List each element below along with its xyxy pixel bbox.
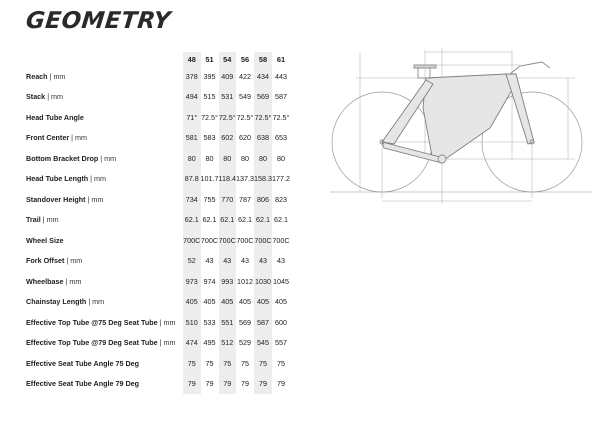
table-cell: 1045 <box>273 276 289 286</box>
table-cell: 75 <box>219 353 237 374</box>
fork <box>506 74 534 144</box>
table-cell: 405 <box>219 292 237 313</box>
table-row <box>26 230 290 251</box>
row-name: Effective Seat Tube Angle 79 Deg <box>26 379 140 389</box>
table-cell: 75 <box>183 353 201 374</box>
table-cell: 993 <box>219 271 237 292</box>
table-cell: 700C <box>219 230 237 251</box>
table-row <box>26 353 290 374</box>
row-name: Stack <box>26 92 46 102</box>
table-cell: 43 <box>205 256 214 266</box>
table-cell: 533 <box>203 317 216 327</box>
table-cell: 80 <box>205 153 214 163</box>
row-label <box>26 312 183 333</box>
row-name: Effective Top Tube @79 Deg Seat Tube <box>26 338 158 348</box>
size-header: 56 <box>240 54 250 64</box>
table-cell: 700C <box>200 235 219 245</box>
table-cell: 700C <box>236 235 254 245</box>
table-row <box>26 312 290 333</box>
row-label <box>26 210 183 231</box>
table-cell: 755 <box>203 194 216 204</box>
table-cell: 734 <box>183 189 201 210</box>
table-cell: 177.2 <box>272 174 290 184</box>
row-unit: | mm <box>66 256 83 266</box>
row-unit: | mm <box>87 194 104 204</box>
table-cell: 62.1 <box>274 215 288 225</box>
table-cell: 378 <box>183 66 201 87</box>
table-cell: 118.4 <box>219 169 237 190</box>
row-unit: | mm <box>159 338 176 348</box>
table-row <box>26 374 290 395</box>
table-cell: 823 <box>275 194 287 204</box>
size-header-row <box>26 52 290 66</box>
table-cell: 529 <box>239 338 251 348</box>
table-cell: 75 <box>277 358 285 368</box>
table-row <box>26 271 290 292</box>
geometry-table <box>26 52 290 394</box>
table-row <box>26 66 290 87</box>
bottom-bracket <box>438 155 446 163</box>
size-header: 51 <box>205 54 214 64</box>
table-cell: 405 <box>275 297 287 307</box>
table-cell: 405 <box>239 297 251 307</box>
table-cell: 43 <box>277 256 285 266</box>
table-cell: 405 <box>254 292 272 313</box>
table-cell: 79 <box>219 374 237 395</box>
row-label <box>26 353 183 374</box>
row-label <box>26 128 183 149</box>
table-cell: 587 <box>275 92 287 102</box>
table-cell: 551 <box>219 312 237 333</box>
table-cell: 569 <box>254 87 272 108</box>
table-cell: 515 <box>203 92 216 102</box>
table-row <box>26 148 290 169</box>
row-label <box>26 169 183 190</box>
table-cell: 495 <box>203 338 216 348</box>
table-cell: 80 <box>241 153 249 163</box>
table-row <box>26 189 290 210</box>
table-cell: 434 <box>254 66 272 87</box>
row-name: Bottom Bracket Drop <box>26 153 99 163</box>
table-cell: 443 <box>275 71 287 81</box>
table-cell: 474 <box>183 333 201 354</box>
row-label <box>26 230 183 251</box>
row-name: Chainstay Length <box>26 297 87 307</box>
table-cell: 494 <box>183 87 201 108</box>
table-cell: 158.3 <box>254 169 272 190</box>
table-cell: 80 <box>219 148 237 169</box>
table-cell: 557 <box>275 338 287 348</box>
table-row <box>26 107 290 128</box>
table-cell: 1012 <box>237 276 253 286</box>
table-cell: 512 <box>219 333 237 354</box>
row-name: Standover Height <box>26 194 86 204</box>
table-cell: 43 <box>254 251 272 272</box>
row-name: Head Tube Angle <box>26 112 84 122</box>
row-label <box>26 107 183 128</box>
table-row <box>26 251 290 272</box>
table-row <box>26 210 290 231</box>
table-cell: 602 <box>219 128 237 149</box>
table-cell: 587 <box>254 312 272 333</box>
row-label <box>26 66 183 87</box>
table-cell: 75 <box>254 353 272 374</box>
table-cell: 79 <box>205 379 214 389</box>
table-cell: 75 <box>241 358 249 368</box>
table-cell: 72.5° <box>219 107 237 128</box>
table-cell: 600 <box>275 317 287 327</box>
table-cell: 422 <box>239 71 251 81</box>
table-cell: 72.5° <box>272 112 290 122</box>
row-name: Effective Seat Tube Angle 75 Deg <box>26 358 140 368</box>
row-unit: | mm <box>71 133 87 143</box>
row-label <box>26 251 183 272</box>
table-cell: 973 <box>183 271 201 292</box>
bike-geometry-diagram <box>330 38 592 208</box>
table-cell: 700C <box>183 230 201 251</box>
table-cell: 806 <box>254 189 272 210</box>
table-cell: 549 <box>239 92 251 102</box>
row-unit: | mm <box>42 215 59 225</box>
table-cell: 405 <box>203 297 216 307</box>
header-spacer <box>26 52 183 66</box>
table-row <box>26 333 290 354</box>
page-title: GEOMETRY <box>24 8 173 34</box>
table-cell: 620 <box>239 133 251 143</box>
table-cell: 101.7 <box>200 174 219 184</box>
table-cell: 653 <box>275 133 287 143</box>
table-cell: 43 <box>219 251 237 272</box>
table-cell: 72.5° <box>254 107 272 128</box>
table-cell: 79 <box>254 374 272 395</box>
table-cell: 700C <box>254 230 272 251</box>
table-cell: 974 <box>203 276 216 286</box>
table-cell: 80 <box>183 148 201 169</box>
seatpost <box>418 68 430 78</box>
table-cell: 52 <box>183 251 201 272</box>
table-cell: 510 <box>183 312 201 333</box>
row-label <box>26 87 183 108</box>
size-header: 48 <box>183 52 201 66</box>
table-cell: 409 <box>219 66 237 87</box>
size-header: 54 <box>219 52 237 66</box>
row-label <box>26 333 183 354</box>
row-unit: | mm <box>159 317 176 327</box>
table-cell: 137.3 <box>236 174 254 184</box>
row-name: Wheelbase <box>26 276 64 286</box>
table-row <box>26 169 290 190</box>
table-row <box>26 292 290 313</box>
table-cell: 62.1 <box>219 210 237 231</box>
row-unit: | mm <box>49 71 66 81</box>
table-cell: 80 <box>254 148 272 169</box>
table-cell: 43 <box>241 256 249 266</box>
table-cell: 87.8 <box>183 169 201 190</box>
table-cell: 72.5° <box>236 112 254 122</box>
table-cell: 700C <box>272 235 290 245</box>
row-name: Front Center <box>26 133 70 143</box>
saddle <box>414 65 436 68</box>
row-unit: | mm <box>90 174 106 184</box>
table-row <box>26 87 290 108</box>
table-cell: 71° <box>183 107 201 128</box>
row-name: Trail <box>26 215 41 225</box>
table-cell: 395 <box>203 71 216 81</box>
row-name: Effective Top Tube @75 Deg Seat Tube <box>26 317 158 327</box>
row-unit: | mm <box>100 153 117 163</box>
table-cell: 569 <box>239 317 251 327</box>
table-cell: 583 <box>203 133 216 143</box>
table-cell: 581 <box>183 128 201 149</box>
table-cell: 638 <box>254 128 272 149</box>
table-cell: 545 <box>254 333 272 354</box>
row-name: Wheel Size <box>26 235 64 245</box>
table-cell: 1030 <box>254 271 272 292</box>
table-cell: 405 <box>183 292 201 313</box>
table-cell: 79 <box>183 374 201 395</box>
table-cell: 62.1 <box>202 215 217 225</box>
row-unit: | mm <box>47 92 64 102</box>
table-cell: 770 <box>219 189 237 210</box>
row-unit: | mm <box>65 276 82 286</box>
table-cell: 531 <box>219 87 237 108</box>
table-cell: 80 <box>277 153 285 163</box>
table-cell: 62.1 <box>238 215 252 225</box>
row-unit: | mm <box>88 297 105 307</box>
row-label <box>26 148 183 169</box>
row-label <box>26 271 183 292</box>
table-cell: 72.5° <box>201 112 218 122</box>
table-cell: 787 <box>239 194 251 204</box>
size-header: 61 <box>276 54 286 64</box>
row-label <box>26 292 183 313</box>
main-triangle <box>423 74 512 160</box>
table-cell: 75 <box>205 358 214 368</box>
table-cell: 79 <box>241 379 249 389</box>
row-label <box>26 189 183 210</box>
aerobar <box>510 62 550 74</box>
table-cell: 79 <box>277 379 285 389</box>
row-name: Reach <box>26 71 48 81</box>
table-cell: 62.1 <box>183 210 201 231</box>
row-name: Fork Offset <box>26 256 65 266</box>
table-row <box>26 128 290 149</box>
table-cell: 62.1 <box>254 210 272 231</box>
row-label <box>26 374 183 395</box>
row-name: Head Tube Length <box>26 174 89 184</box>
size-header: 58 <box>254 52 272 66</box>
